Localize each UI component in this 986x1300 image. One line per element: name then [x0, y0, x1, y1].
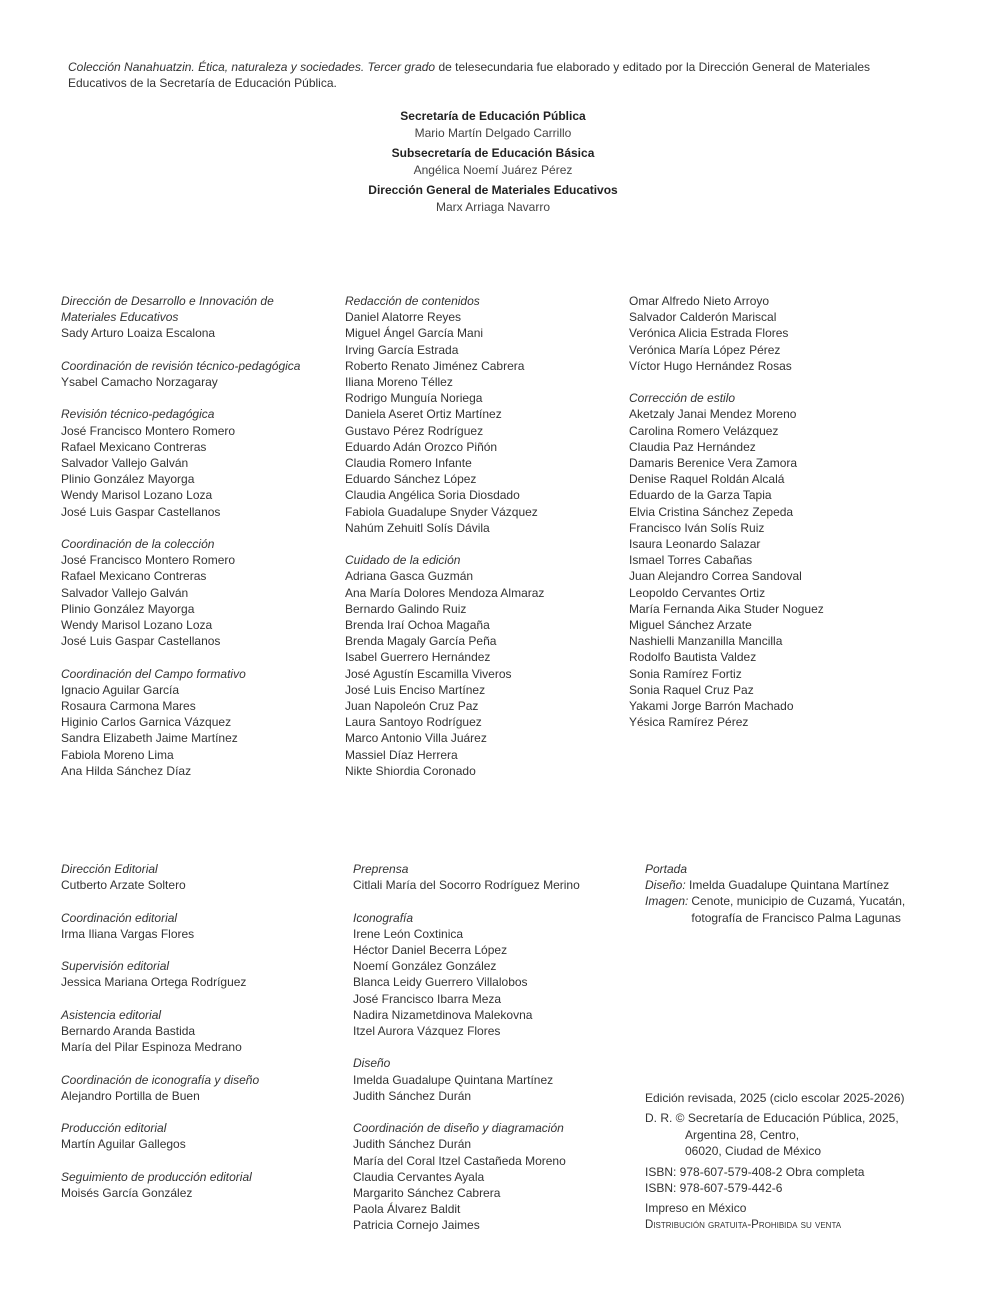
credit-name: Rafael Mexicano Contreras [61, 569, 207, 584]
credit-name: Claudia Romero Infante [345, 456, 472, 471]
credit-name: Yésica Ramírez Pérez [629, 715, 749, 730]
credit-group [345, 552, 615, 779]
credit-role: Portada [645, 862, 688, 876]
credit-role: Producción editorial [61, 1121, 167, 1136]
credit-name: Nahúm Zehuitl Solís Dávila [345, 520, 490, 535]
credit-role: Coordinación de la colección [61, 537, 215, 551]
credit-name: Salvador Calderón Mariscal [629, 310, 777, 325]
credit-name: Cutberto Arzate Soltero [61, 878, 186, 893]
credit-name: Salvador Vallejo Galván [61, 585, 189, 600]
credit-name: Nikte Shiordia Coronado [345, 763, 476, 778]
credit-group [61, 358, 331, 390]
credit-name: Massiel Díaz Herrera [345, 747, 458, 762]
intro-text: de telesecundaria fue elaborado y editado por la Dirección General de Materiales Educativos de la Secretaría de Educación Pública. [68, 60, 871, 91]
official-org: Secretaría de Educación Pública [400, 109, 586, 123]
credit-name: Francisco Iván Solís Ruiz [629, 520, 765, 535]
credit-name: Imelda Guadalupe Quintana Martínez [353, 1072, 554, 1087]
credit-name: José Luis Enciso Martínez [345, 682, 486, 697]
credits-column-3 [629, 293, 929, 730]
credit-name: Damaris Berenice Vera Zamora [629, 456, 798, 471]
printed-in: Impreso en México [645, 1201, 747, 1216]
credit-name: Juan Napoleón Cruz Paz [345, 699, 479, 714]
credit-name: Verónica Alicia Estrada Flores [629, 326, 789, 341]
credits-column-5 [353, 861, 623, 1234]
credit-name: Sonia Raquel Cruz Paz [629, 682, 754, 697]
credit-name: Moisés García González [61, 1185, 193, 1200]
intro-paragraph [68, 59, 928, 92]
credit-name: Martín Aguilar Gallegos [61, 1137, 186, 1152]
official-org: Subsecretaría de Educación Básica [391, 146, 595, 160]
credit-role: Revisión técnico-pedagógica [61, 407, 215, 422]
credit-name: Jessica Mariana Ortega Rodríguez [61, 975, 247, 990]
credit-name: Higinio Carlos Garnica Vázquez [61, 715, 232, 730]
credit-name: Denise Raquel Roldán Alcalá [629, 472, 785, 487]
credit-name: Patricia Cornejo Jaimes [353, 1218, 480, 1233]
cover-image-line [645, 893, 945, 925]
credit-name: María Fernanda Aika Studer Noguez [629, 601, 824, 616]
credit-name: Claudia Paz Hernández [629, 439, 756, 454]
credit-group [61, 958, 331, 990]
official-person: Angélica Noemí Juárez Pérez [413, 162, 573, 177]
credits-column-4 [61, 861, 331, 1201]
credit-name: Wendy Marisol Lozano Loza [61, 618, 213, 633]
credit-name: Plinio González Mayorga [61, 472, 195, 487]
credit-role: Asistencia editorial [61, 1007, 162, 1022]
credit-role: Coordinación del Campo formativo [61, 666, 246, 681]
credit-group [353, 861, 623, 893]
credit-name: Isaura Leonardo Salazar [629, 537, 761, 552]
collection-title: Colección Nanahuatzin. Ética, naturaleza y sociedades. Tercer grado [68, 60, 436, 74]
credit-group [353, 910, 623, 1040]
credit-role: Coordinación editorial [61, 910, 178, 925]
cover-design-label: Diseño: [645, 878, 686, 893]
credit-name: Blanca Leidy Guerrero Villalobos [353, 975, 528, 990]
credits-column-2 [345, 293, 615, 779]
credit-role: Dirección Editorial [61, 862, 158, 876]
credit-name: Salvador Vallejo Galván [61, 456, 189, 470]
credit-name: Víctor Hugo Hernández Rosas [629, 358, 792, 373]
credit-name: Alejandro Portilla de Buen [61, 1088, 200, 1103]
credit-name: Laura Santoyo Rodríguez [345, 715, 482, 730]
credit-role: Cuidado de la edición [345, 553, 461, 568]
credit-group [61, 1007, 331, 1056]
credit-name: Eduardo Adán Orozco Piñón [345, 439, 498, 454]
credit-name: Eduardo de la Garza Tapia [629, 488, 772, 503]
copyright-line: D. R. © Secretaría de Educación Pública, 2025, [645, 1111, 899, 1126]
credit-group [61, 1169, 331, 1201]
cover-image-label: Imagen: [645, 894, 689, 909]
credit-group [61, 861, 331, 893]
credit-role: Coordinación de iconografía y diseño [61, 1072, 260, 1087]
credit-name: Sandra Elizabeth Jaime Martínez [61, 731, 238, 746]
credit-name: Sady Arturo Loaiza Escalona [61, 326, 216, 341]
credit-name: Daniel Alatorre Reyes [345, 310, 462, 325]
credit-name: Plinio González Mayorga [61, 601, 195, 616]
credit-group [61, 1072, 331, 1104]
officials-block [0, 108, 986, 219]
credit-name: Miguel Ángel García Mani [345, 326, 484, 341]
credit-name: Iliana Moreno Téllez [345, 375, 453, 390]
credit-name: Aketzaly Janai Mendez Moreno [629, 407, 797, 422]
credit-name: José Luis Gaspar Castellanos [61, 634, 221, 649]
credit-name: Carolina Romero Velázquez [629, 423, 779, 438]
credit-name: Irving García Estrada [345, 342, 459, 357]
credit-name: Bernardo Aranda Bastida [61, 1023, 196, 1038]
credit-group [353, 1055, 623, 1104]
credit-name: Adriana Gasca Guzmán [345, 569, 474, 584]
credit-name: Margarito Sánchez Cabrera [353, 1186, 501, 1201]
credit-name: Gustavo Pérez Rodríguez [345, 423, 484, 438]
credit-role: Preprensa [353, 862, 409, 876]
credit-name: Judith Sánchez Durán [353, 1088, 472, 1103]
credit-name: Fabiola Moreno Lima [61, 747, 174, 762]
cover-design-value: Imelda Guadalupe Quintana Martínez [685, 878, 890, 893]
copyright-city: 06020, Ciudad de México [685, 1144, 822, 1159]
credit-name: Claudia Cervantes Ayala [353, 1169, 485, 1184]
credit-role: Dirección de Desarrollo e Innovación de Materiales Educativos [61, 294, 274, 325]
edition-text: Edición revisada, 2025 (ciclo escolar 2025-2026) [645, 1091, 905, 1105]
credit-name: José Francisco Ibarra Meza [353, 991, 502, 1006]
credit-name: Ignacio Aguilar García [61, 682, 180, 697]
credit-name: Omar Alfredo Nieto Arroyo [629, 294, 770, 308]
credit-name: Eduardo Sánchez López [345, 472, 477, 487]
credit-role: Diseño [353, 1056, 391, 1071]
credit-group [629, 390, 929, 730]
isbn-volume: ISBN: 978-607-579-442-6 [645, 1181, 783, 1196]
credit-name: Noemí González González [353, 959, 497, 974]
credit-name: Yakami Jorge Barrón Machado [629, 699, 794, 714]
isbn-complete: ISBN: 978-607-579-408-2 Obra completa [645, 1164, 865, 1179]
credit-name: Héctor Daniel Becerra López [353, 943, 508, 957]
credit-name: José Francisco Montero Romero [61, 553, 236, 568]
credit-name: Daniela Aseret Ortiz Martínez [345, 407, 502, 422]
credit-name: Marco Antonio Villa Juárez [345, 731, 487, 746]
credit-name: Roberto Renato Jiménez Cabrera [345, 358, 525, 373]
credit-role: Supervisión editorial [61, 959, 170, 974]
official-person: Marx Arriaga Navarro [435, 199, 551, 214]
credit-name: Juan Alejandro Correa Sandoval [629, 569, 802, 584]
credit-group [61, 910, 331, 942]
credit-name: Rodrigo Munguía Noriega [345, 391, 483, 406]
credit-name: Leopoldo Cervantes Ortiz [629, 585, 766, 600]
credits-column-1 [61, 293, 331, 779]
official-org: Dirección General de Materiales Educativos [368, 183, 618, 197]
credit-name: Isabel Guerrero Hernández [345, 650, 491, 665]
copyright-address: Argentina 28, Centro, [685, 1127, 800, 1142]
credit-name: Elvia Cristina Sánchez Zepeda [629, 504, 794, 519]
credit-name: Itzel Aurora Vázquez Flores [353, 1024, 501, 1039]
credit-name: Wendy Marisol Lozano Loza [61, 488, 213, 503]
credit-role: Iconografía [353, 910, 414, 925]
credit-name: José Agustín Escamilla Viveros [345, 666, 512, 681]
cover-image-value: Cenote, municipio de Cuzamá, Yucatán, fotografía de Francisco Palma Lagunas [691, 894, 906, 925]
credit-name: Irma Iliana Vargas Flores [61, 926, 195, 941]
legal-block [645, 1090, 945, 1233]
credit-name: Bernardo Galindo Ruiz [345, 601, 467, 616]
credit-name: Claudia Angélica Soria Diosdado [345, 488, 520, 503]
credit-name: Ysabel Camacho Norzagaray [61, 375, 218, 389]
cover-credits [645, 861, 945, 926]
credit-name: José Francisco Montero Romero [61, 423, 236, 438]
credit-name: Miguel Sánchez Arzate [629, 618, 752, 633]
credit-group [61, 406, 331, 519]
credit-name: Nadira Nizametdinova Malekovna [353, 1007, 533, 1022]
credit-group [61, 666, 331, 779]
credit-group [353, 1120, 623, 1233]
credit-role: Corrección de estilo [629, 391, 736, 406]
credit-name: Sonia Ramírez Fortiz [629, 666, 742, 681]
credit-name: Brenda Magaly García Peña [345, 634, 497, 649]
credit-name: Brenda Iraí Ochoa Magaña [345, 618, 490, 633]
credit-name: Paola Álvarez Baldit [353, 1202, 461, 1217]
credit-role: Coordinación de revisión técnico-pedagógica [61, 358, 301, 373]
credit-group [61, 536, 331, 649]
credit-name: Rosaura Carmona Mares [61, 699, 196, 714]
credit-role: Seguimiento de producción editorial [61, 1169, 252, 1184]
credit-name: Nashielli Manzanilla Mancilla [629, 634, 783, 649]
credit-group [61, 293, 331, 342]
credit-name: Judith Sánchez Durán [353, 1137, 472, 1152]
credit-name: María del Coral Itzel Castañeda Moreno [353, 1153, 566, 1168]
distribution-notice: Distribución gratuita-Prohibida su venta [645, 1218, 842, 1231]
credit-group [61, 1120, 331, 1152]
official-person: Mario Martín Delgado Carrillo [414, 125, 572, 140]
credit-name: Ana Hilda Sánchez Díaz [61, 763, 192, 778]
credit-role: Redacción de contenidos [345, 294, 480, 308]
credit-name: Irene León Coxtinica [353, 926, 464, 941]
credit-role: Coordinación de diseño y diagramación [353, 1121, 564, 1136]
credit-name: Rodolfo Bautista Valdez [629, 650, 757, 665]
credit-name: Verónica María López Pérez [629, 342, 781, 357]
credit-name: Ismael Torres Cabañas [629, 553, 753, 568]
credit-name: José Luis Gaspar Castellanos [61, 504, 221, 519]
credit-name: Ana María Dolores Mendoza Almaraz [345, 585, 545, 600]
credit-name: María del Pilar Espinoza Medrano [61, 1040, 242, 1055]
credit-group [345, 293, 615, 536]
credit-name: Rafael Mexicano Contreras [61, 439, 207, 454]
credit-name: Citlali María del Socorro Rodríguez Merino [353, 878, 580, 893]
credit-name: Fabiola Guadalupe Snyder Vázquez [345, 504, 538, 519]
credit-group [629, 293, 929, 374]
cover-design-line [645, 877, 945, 893]
